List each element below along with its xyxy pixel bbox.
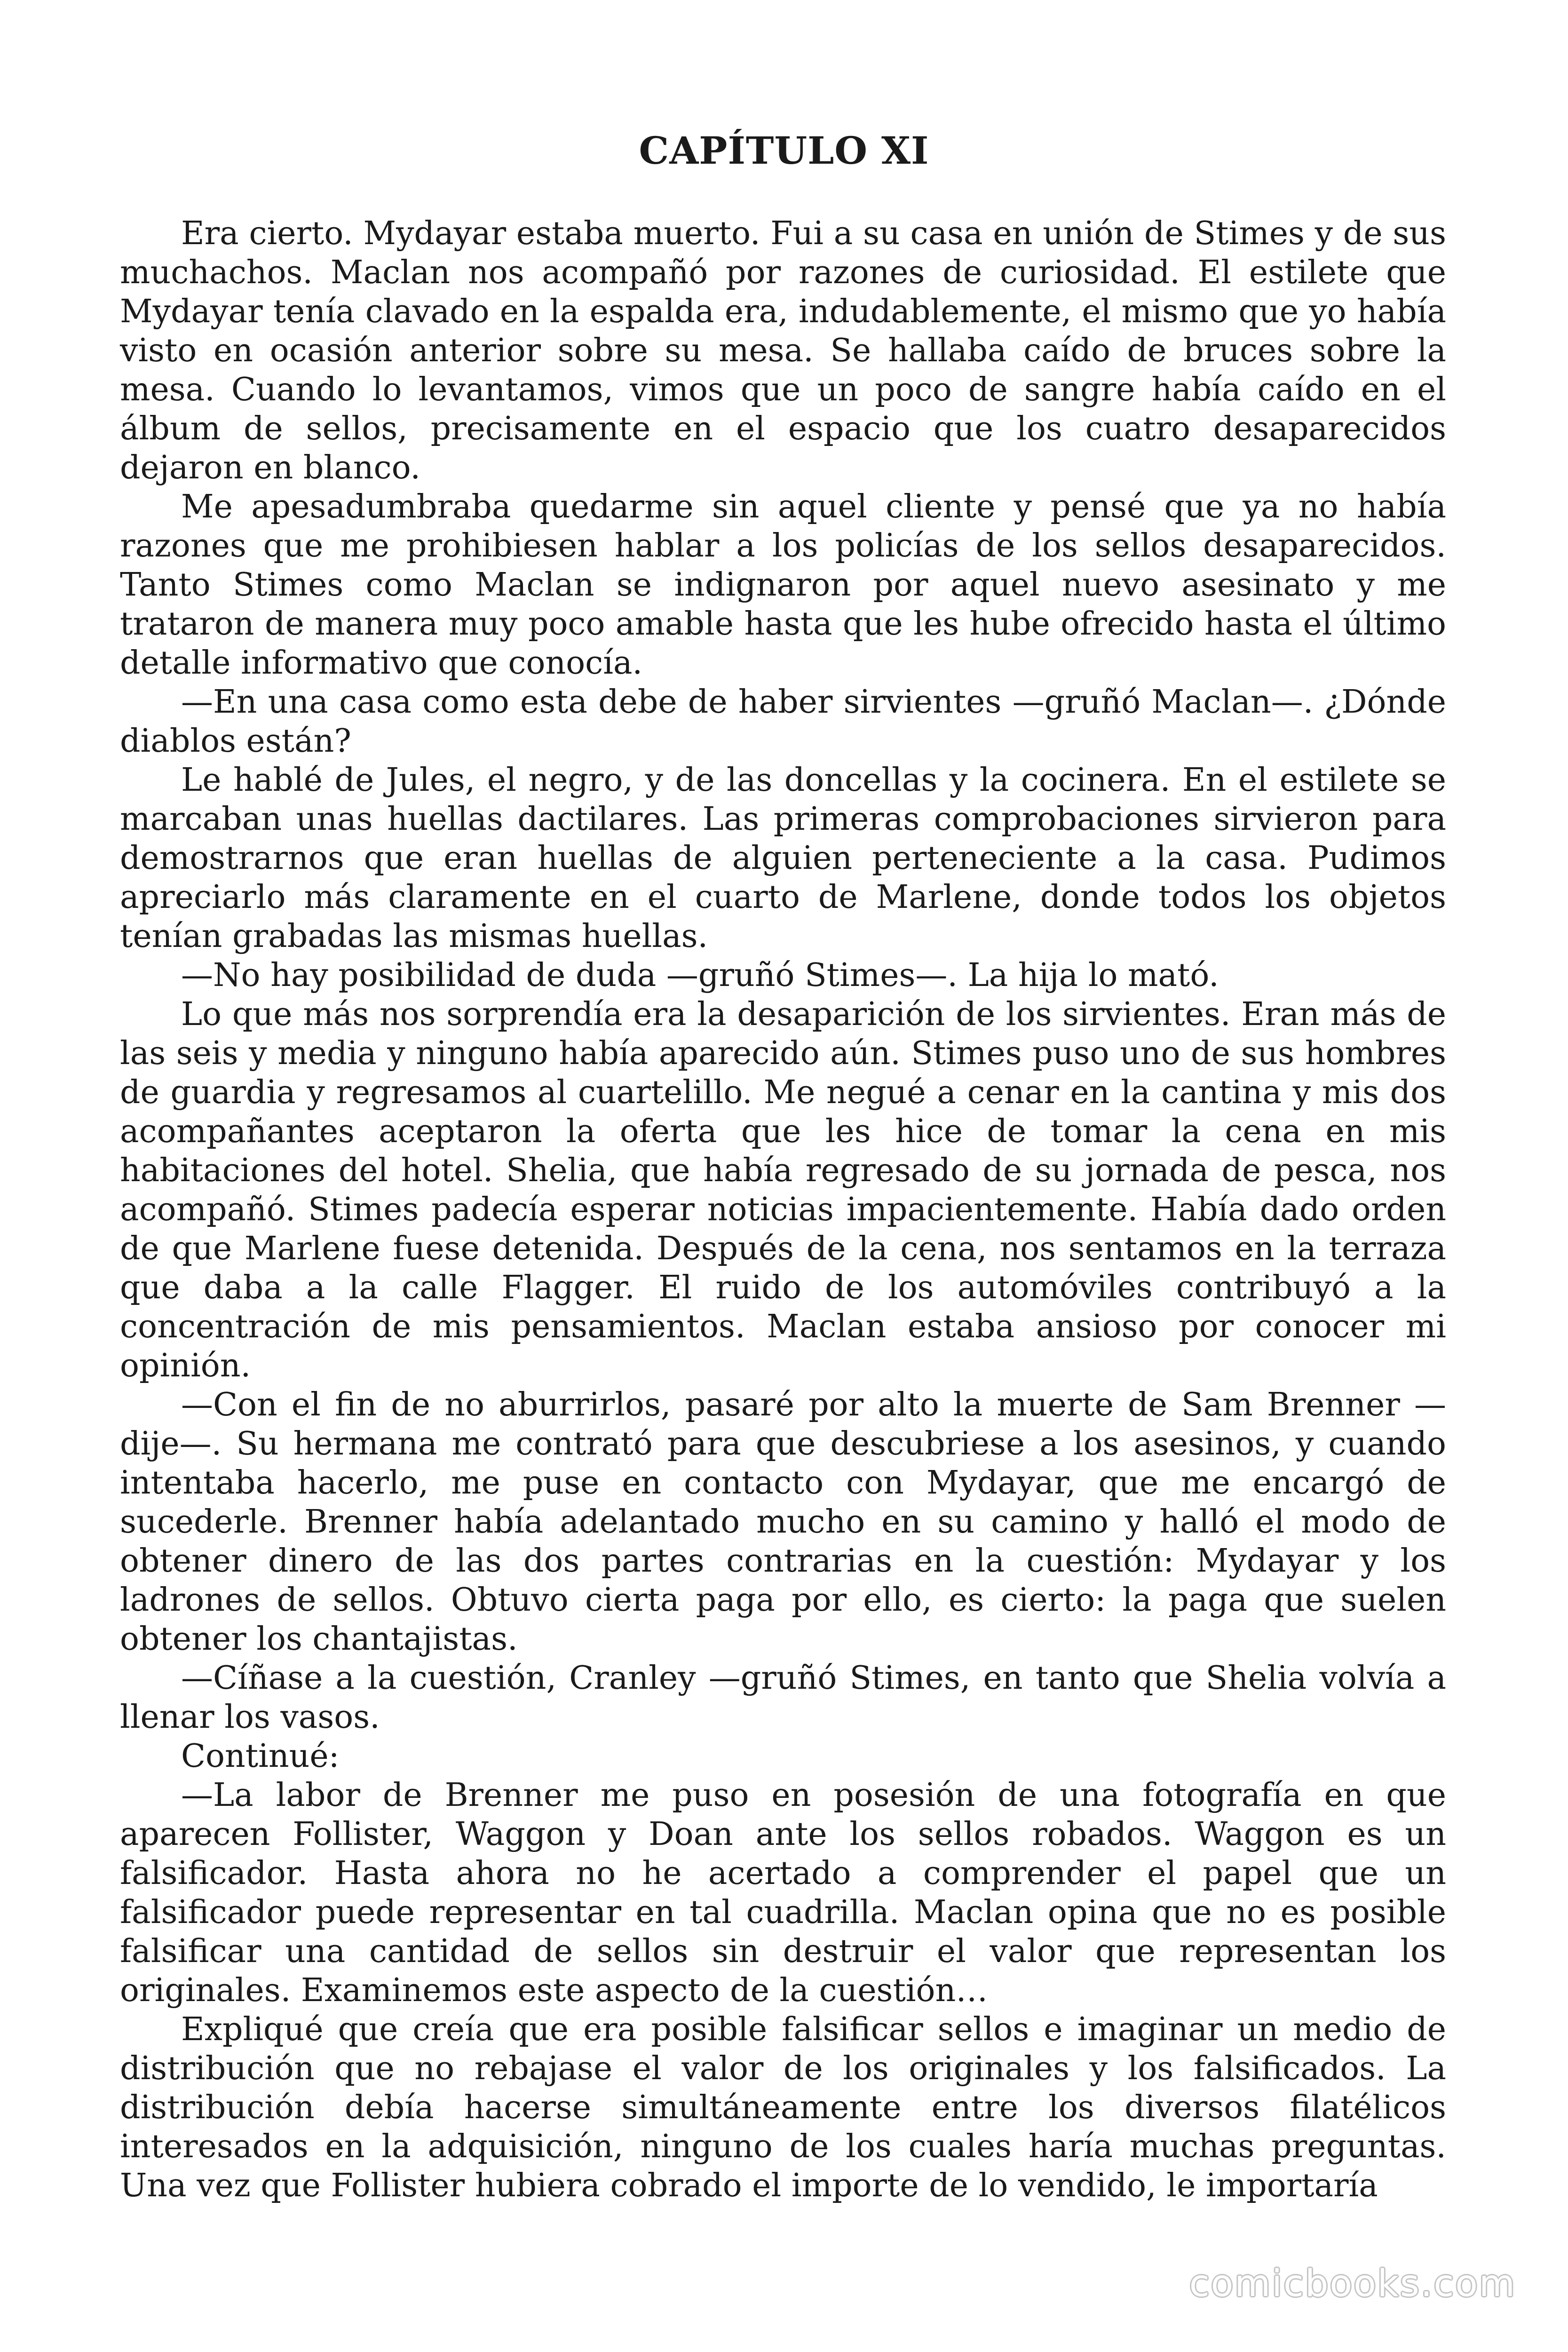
paragraph: Continué: — [181, 1738, 340, 1775]
paragraph: —Cíñase a la cuestión, Cranley —gruñó Stimes, en tanto que Shelia volvía a llenar los vasos. — [120, 1660, 1446, 1736]
paragraph: Lo que más nos sorprendía era la desaparición de los sirvientes. Eran más de las seis y media y ninguno había aparecido aún. Stimes puso uno de sus hombres de guardia y regresamos al cuartelillo. Me negué a cenar en la cantina y mis dos acompañantes aceptaron la oferta que les hice de tomar la cena en mis habitaciones del hotel. Shelia, que había regresado de su jornada de pesca, nos acompañó. Stimes padecía esperar noticias impacientemente. Había dado orden de que Marlene fuese detenida. Después de la cena, nos sentamos en la terraza que daba a la calle Flagger. El ruido de los automóviles contribuyó a la concentración de mis pensamientos. Maclan estaba ansioso por conocer mi opinión. — [120, 996, 1446, 1384]
paragraph: Era cierto. Mydayar estaba muerto. Fui a su casa en unión de Stimes y de sus muchachos. Maclan nos acompañó por razones de curiosidad. El estilete que Mydayar tenía clavado en la espalda era, indudablemente, el mismo que yo había visto en ocasión anterior sobre su mesa. Se hallaba caído de bruces sobre la mesa. Cuando lo levantamos, vimos que un poco de sangre había caído en el álbum de sellos, precisamente en el espacio que los cuatro desaparecidos dejaron en blanco. — [120, 215, 1446, 486]
paragraph: Expliqué que creía que era posible falsificar sellos e imaginar un medio de distribución que no rebajase el valor de los originales y los falsificados. La distribución debía hacerse simultáneamente entre los diversos filatélicos interesados en la adquisición, ninguno de los cuales haría muchas preguntas. Una vez que Follister hubiera cobrado el importe de lo vendido, le importaría — [120, 2011, 1446, 2204]
paragraph: —Con el fin de no aburrirlos, pasaré por alto la muerte de Sam Brenner —dije—. Su hermana me contrató para que descubriese a los asesinos, y cuando intentaba hacerlo, me puse en contacto con Mydayar, que me encargó de sucederle. Brenner había adelantado mucho en su camino y halló el modo de obtener dinero de las dos partes contrarias en la cuestión: Mydayar y los ladrones de sellos. Obtuvo cierta paga por ello, es cierto: la paga que suelen obtener los chantajistas. — [120, 1386, 1446, 1658]
watermark: comicbooks.com — [1189, 2263, 1516, 2305]
paragraph: Le hablé de Jules, el negro, y de las doncellas y la cocinera. En el estilete se marcaban unas huellas dactilares. Las primeras comprobaciones sirvieron para demostrarnos que eran huellas de alguien perteneciente a la casa. Pudimos apreciarlo más claramente en el cuarto de Marlene, donde todos los objetos tenían grabadas las mismas huellas. — [120, 762, 1446, 955]
chapter-title: CAPÍTULO XI — [639, 128, 929, 173]
paragraph: Me apesadumbraba quedarme sin aquel cliente y pensé que ya no había razones que me prohibiesen hablar a los policías de los sellos desaparecidos. Tanto Stimes como Maclan se indignaron por aquel nuevo asesinato y me trataron de manera muy poco amable hasta que les hube ofrecido hasta el último detalle informativo que conocía. — [120, 488, 1446, 682]
paragraph: —La labor de Brenner me puso en posesión de una fotografía en que aparecen Follister, Waggon y Doan ante los sellos robados. Waggon es un falsificador. Hasta ahora no he acertado a comprender el papel que un falsificador puede representar en tal cuadrilla. Maclan opina que no es posible falsificar una cantidad de sellos sin destruir el valor que representan los originales. Examinemos este aspecto de la cuestión… — [120, 1777, 1446, 2009]
paragraph: —En una casa como esta debe de haber sirvientes —gruñó Maclan—. ¿Dónde diablos están? — [120, 683, 1446, 760]
paragraph: —No hay posibilidad de duda —gruñó Stimes—. La hija lo mató. — [181, 957, 1219, 994]
chapter-body — [120, 214, 1446, 2205]
